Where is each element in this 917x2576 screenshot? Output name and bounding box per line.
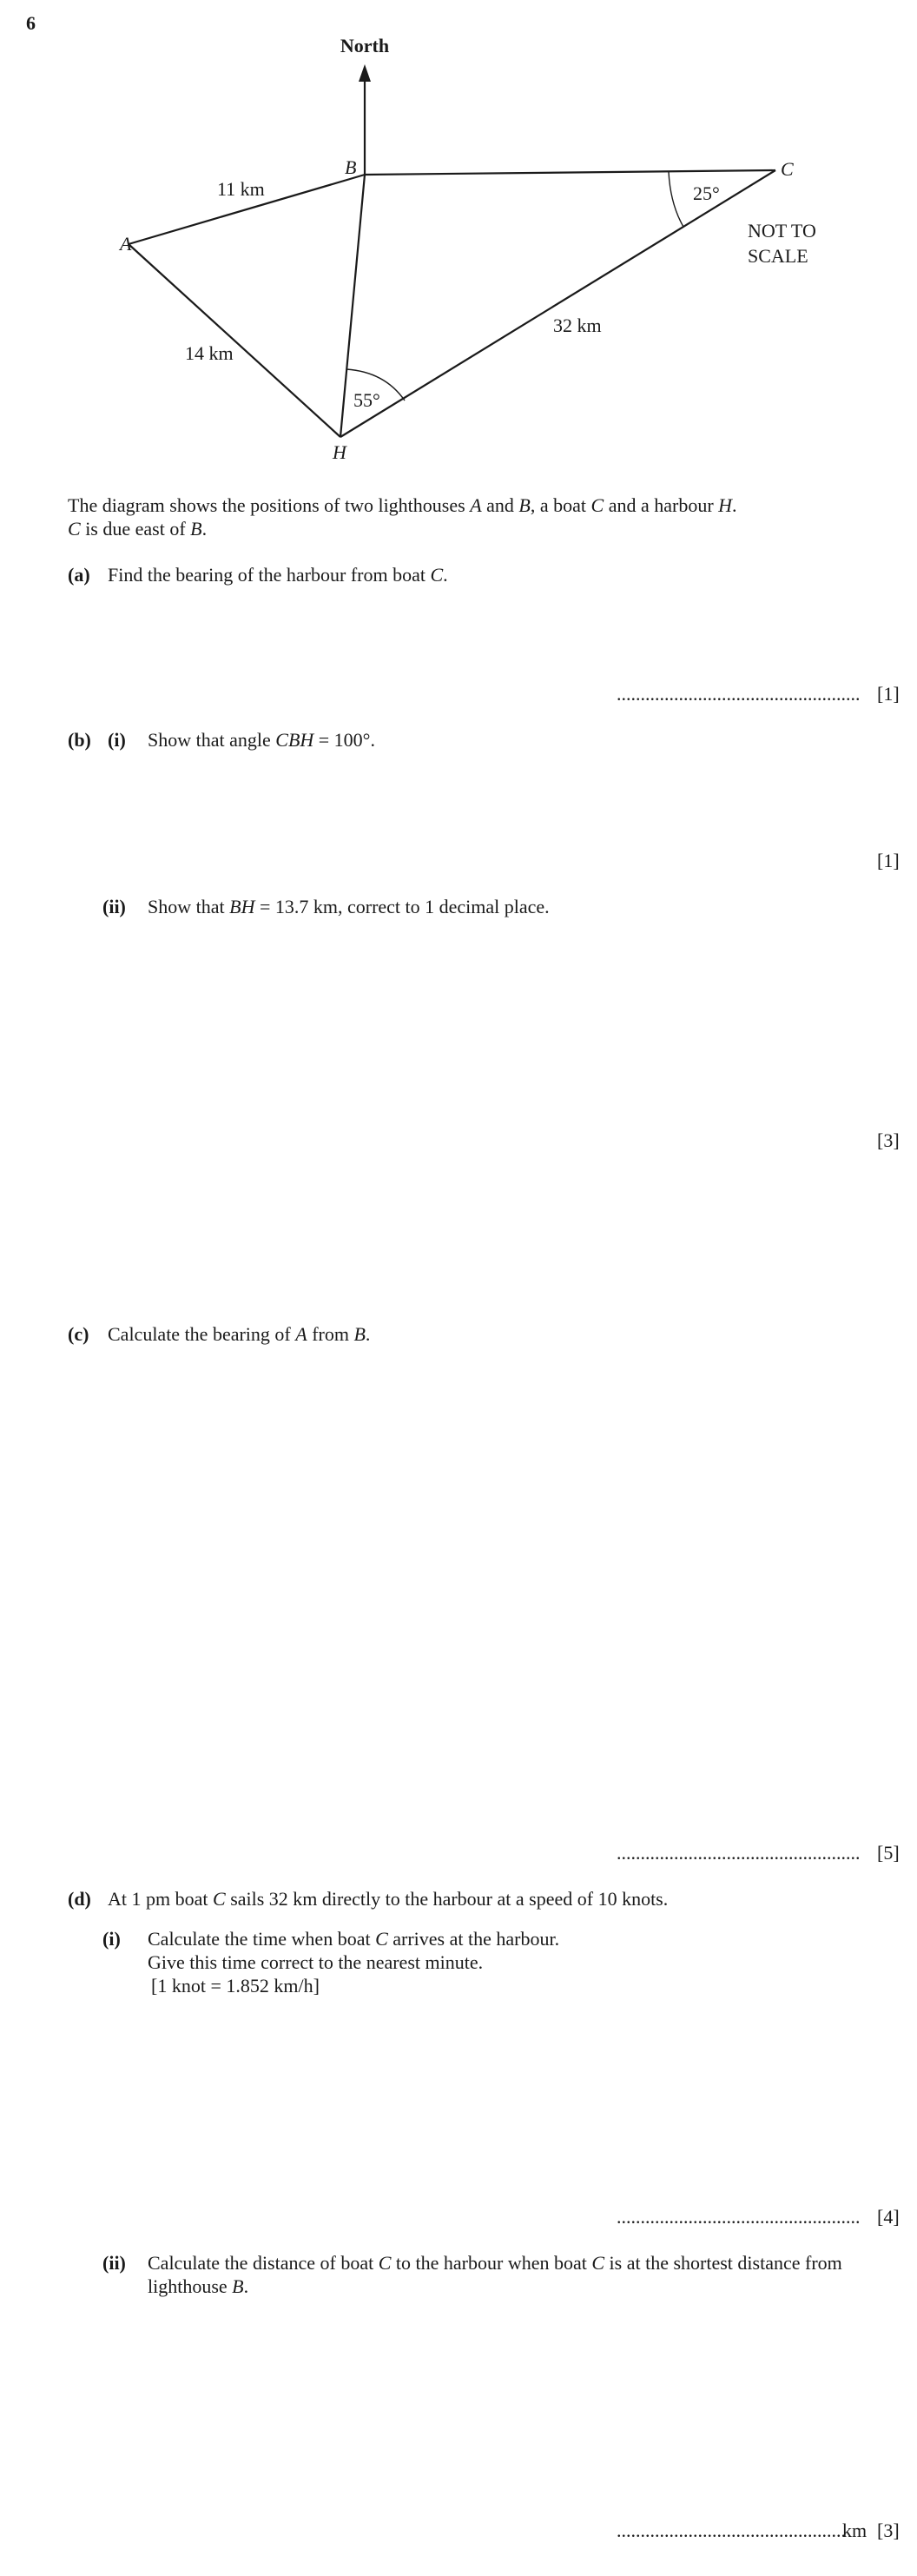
angle-label-c: 25° bbox=[693, 182, 720, 204]
length-label-ah: 14 km bbox=[185, 342, 234, 364]
part-d-i-label: (i) bbox=[102, 1928, 121, 1950]
north-label: North bbox=[340, 35, 390, 56]
point-label-h: H bbox=[333, 441, 346, 463]
part-c-label: (c) bbox=[68, 1323, 89, 1345]
point-label-a: A bbox=[120, 233, 132, 255]
not-to-scale-line1: NOT TO bbox=[748, 220, 816, 242]
question-number: 6 bbox=[26, 12, 36, 34]
part-d-ii-label: (ii) bbox=[102, 2252, 126, 2274]
angle-arc-c bbox=[669, 172, 683, 227]
part-b-label: (b) bbox=[68, 729, 91, 751]
part-d-i-line-3: [1 knot = 1.852 km/h] bbox=[151, 1975, 320, 1997]
part-b-ii-question: Show that BH = 13.7 km, correct to 1 decimal place. bbox=[148, 896, 550, 917]
line-ah bbox=[129, 244, 340, 437]
angle-label-h: 55° bbox=[353, 389, 380, 411]
point-label-b: B bbox=[345, 156, 357, 178]
part-a-label: (a) bbox=[68, 564, 90, 586]
part-d-i-answer-line[interactable]: ................................................... bbox=[617, 2206, 861, 2228]
line-hc bbox=[340, 170, 775, 437]
part-b-ii-label: (ii) bbox=[102, 896, 126, 917]
part-d-label: (d) bbox=[68, 1888, 91, 1910]
part-d-ii-unit: km bbox=[842, 2520, 868, 2541]
part-b-i-question: Show that angle CBH = 100°. bbox=[148, 729, 375, 751]
length-label-ab: 11 km bbox=[217, 178, 265, 200]
part-d-i-line-1: Calculate the time when boat C arrives at the harbour. bbox=[148, 1928, 560, 1950]
point-label-c: C bbox=[781, 158, 794, 180]
part-b-i-label: (i) bbox=[108, 729, 126, 751]
lighthouse-diagram bbox=[0, 0, 917, 487]
line-bc bbox=[365, 170, 775, 175]
part-b-ii-marks: [3] bbox=[877, 1129, 900, 1151]
part-c-question: Calculate the bearing of A from B. bbox=[108, 1323, 371, 1345]
not-to-scale-line2: SCALE bbox=[748, 245, 808, 267]
length-label-ch: 32 km bbox=[553, 315, 602, 336]
part-a-answer-line[interactable]: ................................................... bbox=[617, 683, 861, 705]
part-a-question: Find the bearing of the harbour from boat C. bbox=[108, 564, 448, 586]
part-d-ii-line-1: Calculate the distance of boat C to the harbour when boat C is at the shortest distance from bbox=[148, 2252, 842, 2274]
part-c-marks: [5] bbox=[877, 1842, 900, 1864]
intro-line-2: C is due east of B. bbox=[68, 518, 208, 540]
part-c-answer-line[interactable]: ................................................... bbox=[617, 1842, 861, 1864]
part-d-ii-line-2: lighthouse B. bbox=[148, 2275, 249, 2297]
north-arrow-head bbox=[359, 64, 371, 82]
part-d-stem: At 1 pm boat C sails 32 km directly to the harbour at a speed of 10 knots. bbox=[108, 1888, 669, 1910]
part-d-ii-marks: [3] bbox=[877, 2520, 900, 2541]
part-a-marks: [1] bbox=[877, 683, 900, 705]
part-d-i-line-2: Give this time correct to the nearest minute. bbox=[148, 1951, 484, 1973]
intro-line-1: The diagram shows the positions of two lighthouses A and B, a boat C and a harbour H. bbox=[68, 494, 737, 516]
part-d-ii-answer-line[interactable]: ................................................ bbox=[617, 2520, 846, 2541]
part-b-i-marks: [1] bbox=[877, 850, 900, 871]
part-d-i-marks: [4] bbox=[877, 2206, 900, 2228]
